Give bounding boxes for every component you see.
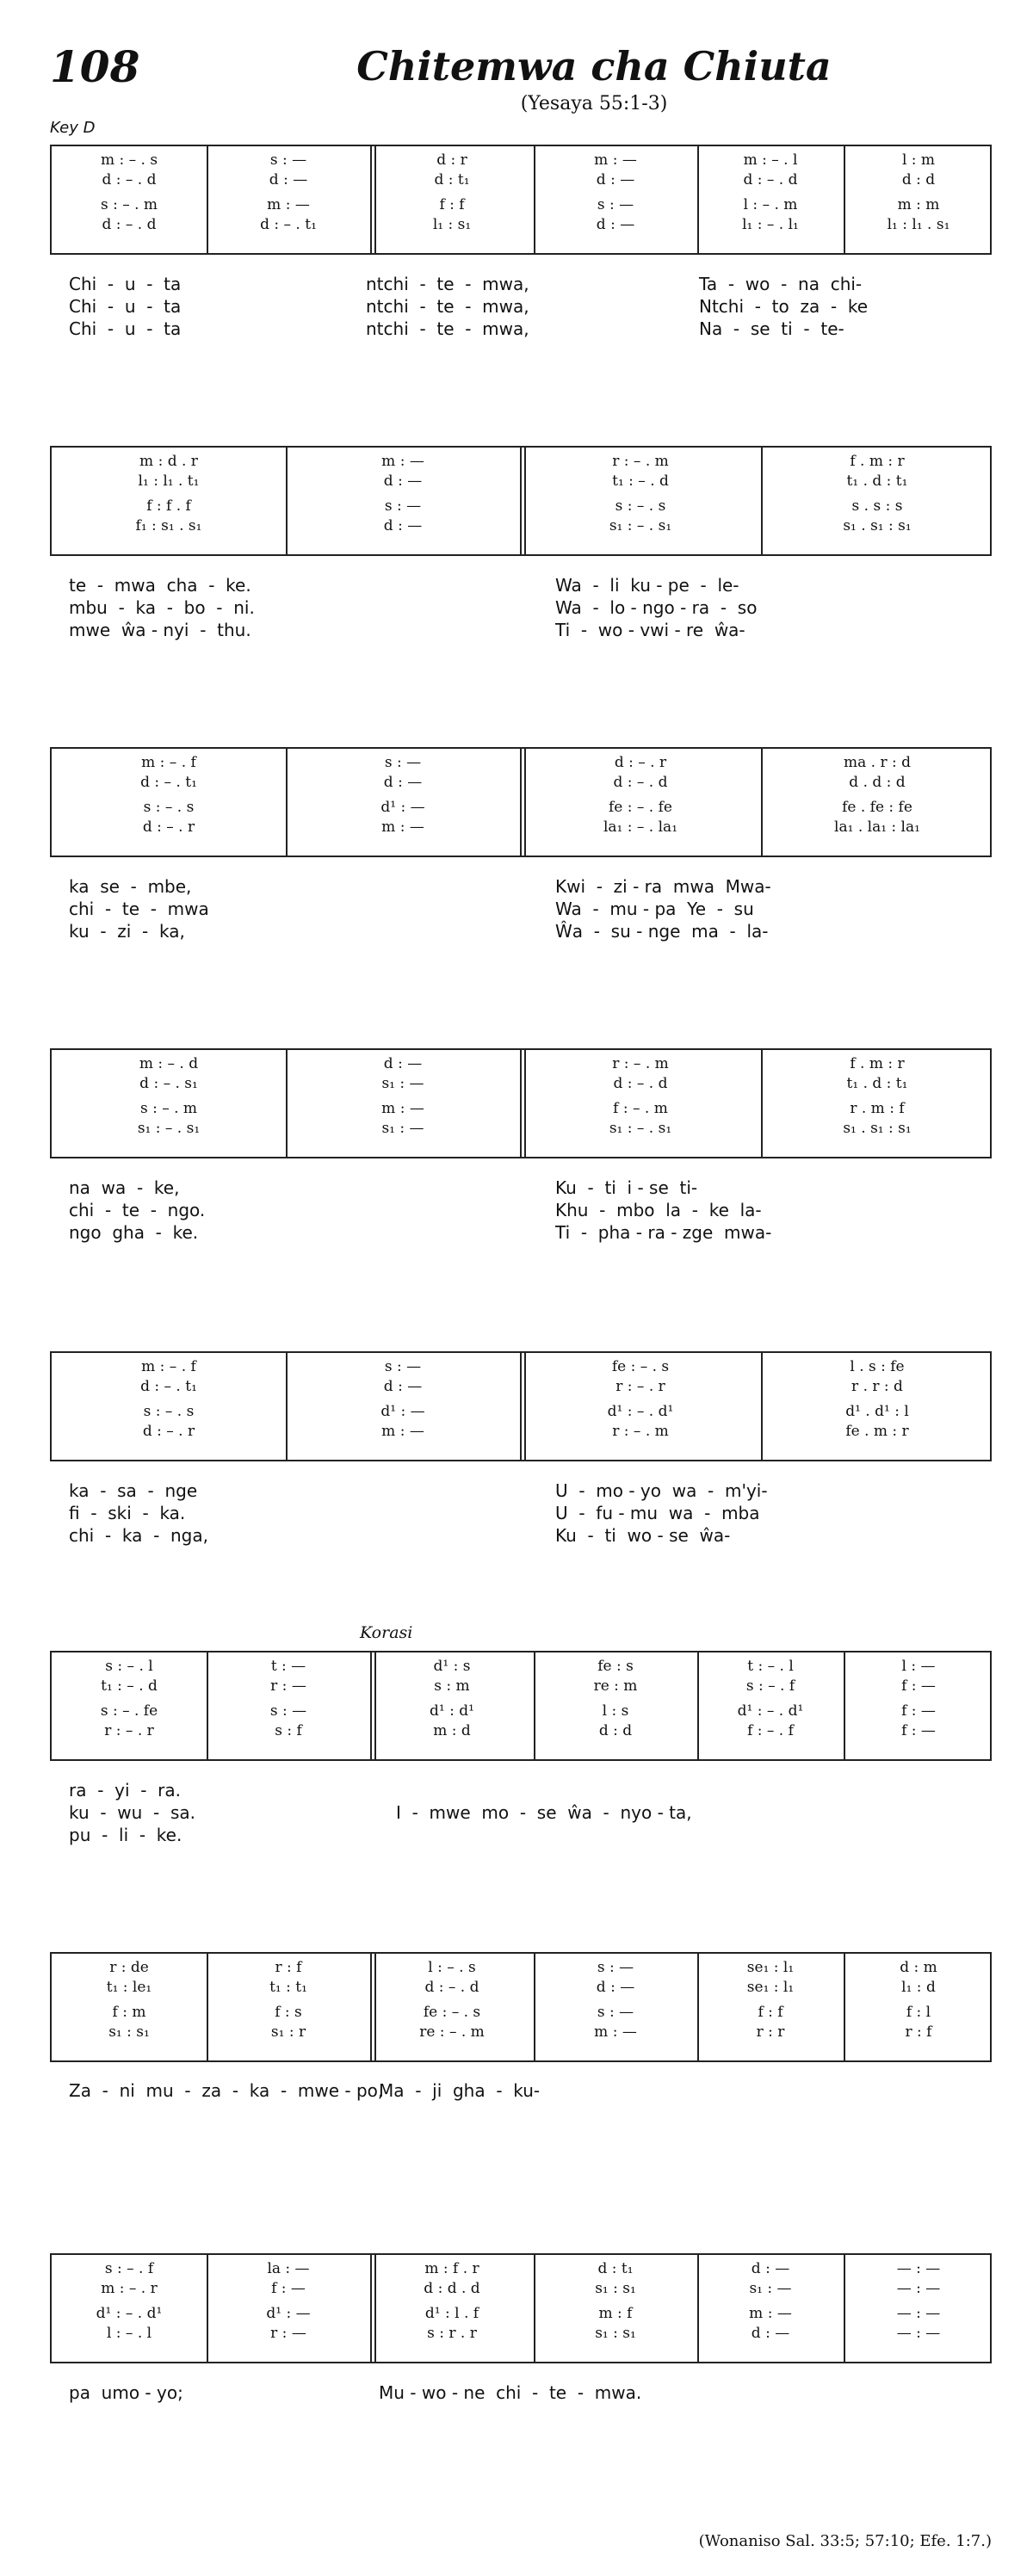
lyric-verse-2: chi - te - mwa — [69, 899, 209, 919]
solfa-bass: r : f — [905, 2023, 932, 2041]
lyric-verse-3: ngo gha - ke. — [69, 1222, 199, 1243]
solfa-soprano: d : – . r — [614, 754, 667, 771]
solfa-tenor: s : – . s — [143, 799, 195, 816]
solfa-soprano: m : – . d — [139, 1055, 199, 1072]
lyric-verse-3: chi - ka - nga, — [69, 1525, 208, 1546]
solfa-alto: se₁ : l₁ — [746, 1979, 795, 1996]
solfa-tenor: s : – . s — [615, 497, 666, 515]
solfa-bass: f : – . f — [747, 1722, 794, 1739]
lyric-verse-2: Wa - lo - ngo - ra - so — [555, 597, 758, 618]
solfa-bass: s₁ : s₁ — [108, 2023, 150, 2041]
lyric-verse-2: I - mwe mo - se ŵa - nyo - ta, — [396, 1802, 692, 1823]
barline — [207, 1954, 208, 2060]
solfa-soprano: d : m — [900, 1959, 937, 1976]
solfa-tenor: d¹ : – . d¹ — [607, 1403, 674, 1420]
solfa-tenor: f : s — [275, 2004, 302, 2021]
footer-reference: (Wonaniso Sal. 33:5; 57:10; Efe. 1:7.) — [698, 2532, 992, 2550]
notation-system — [50, 1048, 992, 1158]
lyric-verse-3: mwe ŵa - nyi - thu. — [69, 620, 251, 640]
barline — [534, 146, 535, 253]
solfa-soprano: d : t₁ — [597, 2260, 634, 2277]
solfa-bass: d : — — [383, 517, 423, 534]
solfa-soprano: s : – . f — [104, 2260, 154, 2277]
lyric-verse-1: Kwi - zi - ra mwa Mwa- — [555, 876, 771, 897]
solfa-alto: re : m — [593, 1677, 638, 1695]
lyric-verse-1: Wa - li ku - pe - le- — [555, 575, 739, 596]
barline — [534, 2255, 535, 2362]
lyric-verse-3: Ŵa - su - nge ma - la- — [555, 921, 769, 942]
solfa-soprano: m : — — [381, 453, 424, 470]
solfa-alto: d : — — [269, 171, 308, 188]
solfa-tenor: s : – . m — [100, 196, 158, 213]
solfa-alto: d : – . s₁ — [139, 1075, 198, 1092]
solfa-tenor: d¹ : – . d¹ — [96, 2305, 163, 2322]
solfa-alto: d : – . d — [424, 1979, 479, 1996]
solfa-alto: s : m — [434, 1677, 470, 1695]
solfa-alto: f : — — [901, 1677, 936, 1695]
lyric-verse-2: Wa - mu - pa Ye - su — [555, 899, 754, 919]
barline — [286, 1353, 288, 1460]
solfa-tenor: d¹ : l . f — [424, 2305, 479, 2322]
solfa-tenor: d¹ : — — [380, 1403, 425, 1420]
solfa-tenor: r . m : f — [850, 1100, 905, 1117]
solfa-soprano: r : f — [275, 1959, 302, 1976]
lyric-verse-1: pa umo - yo; — [69, 2382, 183, 2403]
solfa-soprano: m : – . s — [100, 151, 158, 169]
solfa-soprano: r : de — [109, 1959, 149, 1976]
barline — [844, 146, 845, 253]
solfa-alto: t₁ : t₁ — [269, 1979, 307, 1996]
solfa-bass: m : — — [381, 819, 424, 836]
solfa-bass: d : – . d — [102, 216, 157, 233]
solfa-bass: s₁ : – . s₁ — [609, 1120, 672, 1137]
solfa-alto: d : t₁ — [434, 171, 470, 188]
solfa-soprano: l : — — [901, 1658, 936, 1675]
solfa-bass: f : — — [901, 1722, 936, 1739]
solfa-soprano: se₁ : l₁ — [746, 1959, 795, 1976]
solfa-tenor: fe : – . fe — [609, 799, 672, 816]
lyric-verse-1: Ku - ti i - se ti- — [555, 1177, 698, 1198]
solfa-tenor: s : — — [597, 196, 634, 213]
solfa-alto: t₁ : le₁ — [106, 1979, 152, 1996]
solfa-soprano: s : — — [269, 151, 307, 169]
solfa-tenor: s . s : s — [851, 497, 903, 515]
solfa-alto: d . d : d — [849, 774, 906, 791]
lyric-verse-1: Ta - wo - na chi- — [699, 274, 863, 294]
solfa-bass: s₁ : s₁ — [595, 2325, 636, 2342]
hymn-title: Chitemwa cha Chiuta — [356, 43, 832, 90]
solfa-alto: s₁ : — — [749, 2280, 792, 2297]
solfa-alto: l₁ : d — [901, 1979, 936, 1996]
solfa-soprano: l : – . s — [428, 1959, 476, 1976]
solfa-soprano: t : — — [270, 1658, 306, 1675]
solfa-soprano: ma . r : d — [843, 754, 911, 771]
solfa-tenor: — : — — [896, 2305, 941, 2322]
solfa-soprano: la : — — [267, 2260, 310, 2277]
solfa-bass: r : – . m — [612, 1423, 669, 1440]
solfa-bass: d : – . r — [142, 1423, 195, 1440]
solfa-tenor: d¹ : — — [380, 799, 425, 816]
solfa-tenor: f : — — [901, 1702, 936, 1720]
solfa-soprano: f . m : r — [850, 1055, 905, 1072]
hymn-number: 108 — [50, 41, 140, 92]
solfa-alto: r : — — [270, 1677, 306, 1695]
solfa-bass: l : – . l — [106, 2325, 152, 2342]
notation-system — [50, 145, 992, 255]
lyric-verse-3: ntchi - te - mwa, — [366, 318, 529, 339]
solfa-bass: la₁ . la₁ : la₁ — [834, 819, 920, 836]
barline — [534, 1954, 535, 2060]
barline — [286, 448, 288, 554]
solfa-tenor: f : f . f — [146, 497, 191, 515]
solfa-bass: d : d — [598, 1722, 633, 1739]
solfa-alto: d : — — [596, 1979, 635, 1996]
solfa-tenor: s : – . m — [139, 1100, 198, 1117]
solfa-alto: t₁ : – . d — [612, 473, 669, 490]
lyric-verse-3: Na - se ti - te- — [699, 318, 844, 339]
solfa-soprano: fe : – . s — [611, 1358, 670, 1375]
barline — [286, 749, 288, 856]
notation-system — [50, 1651, 992, 1761]
barline — [207, 146, 208, 253]
solfa-alto: d : – . d — [743, 171, 798, 188]
solfa-tenor: m : — — [267, 196, 310, 213]
solfa-bass: r : r — [756, 2023, 785, 2041]
solfa-alto: d : d . d — [424, 2280, 480, 2297]
chorus-label: Korasi — [360, 1623, 413, 1642]
solfa-alto: s₁ : — — [381, 1075, 424, 1092]
solfa-bass: l₁ : – . l₁ — [742, 216, 799, 233]
solfa-tenor: d¹ . d¹ : l — [845, 1403, 909, 1420]
solfa-tenor: s : – . fe — [100, 1702, 158, 1720]
notation-system — [50, 1351, 992, 1461]
notation-system — [50, 747, 992, 857]
solfa-soprano: r : – . m — [612, 453, 669, 470]
barline — [286, 1050, 288, 1157]
notation-system — [50, 2253, 992, 2363]
solfa-bass: d : – . t₁ — [260, 216, 317, 233]
lyric-verse-2: mbu - ka - bo - ni. — [69, 597, 255, 618]
barline — [697, 2255, 699, 2362]
lyric-verse-3: pu - li - ke. — [69, 1825, 182, 1845]
barline — [697, 1652, 699, 1759]
solfa-bass: l₁ : l₁ . s₁ — [887, 216, 950, 233]
solfa-tenor: f : f — [439, 196, 465, 213]
solfa-alto: m : – . r — [101, 2280, 158, 2297]
solfa-bass: r : – . r — [104, 1722, 154, 1739]
lyric-verse-1: na wa - ke, — [69, 1177, 180, 1198]
barline — [761, 1353, 763, 1460]
solfa-tenor: m : f — [598, 2305, 633, 2322]
lyric-verse-3: Ku - ti wo - se ŵa- — [555, 1525, 731, 1546]
solfa-tenor: f : l — [906, 2004, 931, 2021]
lyric-verse-1: ka se - mbe, — [69, 876, 192, 897]
solfa-bass: m : d — [433, 1722, 471, 1739]
barline — [534, 1652, 535, 1759]
solfa-alto: d : – . t₁ — [140, 774, 197, 791]
lyric-verse-3: Chi - u - ta — [69, 318, 182, 339]
lyric-verse-2: U - fu - mu wa - mba — [555, 1503, 760, 1523]
barline — [844, 2255, 845, 2362]
lyric-verse-2: fi - ski - ka. — [69, 1503, 186, 1523]
lyric-verse-2: Chi - u - ta — [69, 296, 182, 317]
solfa-bass: s₁ . s₁ : s₁ — [843, 517, 912, 534]
solfa-alto: d : – . d — [613, 774, 668, 791]
solfa-soprano: r : – . m — [612, 1055, 669, 1072]
barline — [207, 1652, 208, 1759]
solfa-alto: t₁ . d : t₁ — [846, 1075, 908, 1092]
solfa-alto: d : d — [901, 171, 936, 188]
section-barline — [520, 1050, 522, 1157]
solfa-tenor: fe . fe : fe — [842, 799, 912, 816]
lyric-verse-2: Khu - mbo la - ke la- — [555, 1200, 762, 1220]
section-barline — [370, 1954, 372, 2060]
lyric-verse-1: Mu - wo - ne chi - te - mwa. — [379, 2382, 642, 2403]
solfa-tenor: f : f — [758, 2004, 783, 2021]
barline — [697, 146, 699, 253]
solfa-alto: d : — — [383, 473, 423, 490]
solfa-soprano: f . m : r — [850, 453, 905, 470]
solfa-soprano: m : f . r — [424, 2260, 479, 2277]
section-barline — [370, 2255, 372, 2362]
solfa-tenor: f : m — [112, 2004, 146, 2021]
solfa-tenor: m : m — [897, 196, 940, 213]
solfa-soprano: t : – . l — [747, 1658, 794, 1675]
lyric-verse-3: Ti - pha - ra - zge mwa- — [555, 1222, 772, 1243]
section-barline — [370, 146, 372, 253]
barline — [207, 2255, 208, 2362]
barline — [761, 749, 763, 856]
solfa-alto: d : — — [383, 1378, 423, 1395]
barline — [697, 1954, 699, 2060]
solfa-bass: f₁ : s₁ . s₁ — [135, 517, 202, 534]
solfa-alto: r . r : d — [851, 1378, 903, 1395]
solfa-tenor: l : s — [602, 1702, 629, 1720]
solfa-bass: d : — — [751, 2325, 790, 2342]
solfa-tenor: d¹ : d¹ — [430, 1702, 474, 1720]
lyric-verse-1: ra - yi - ra. — [69, 1780, 181, 1801]
solfa-bass: s₁ : – . s₁ — [609, 517, 672, 534]
solfa-bass: la₁ : – . la₁ — [603, 819, 678, 836]
solfa-bass: s₁ . s₁ : s₁ — [843, 1120, 912, 1137]
barline — [844, 1954, 845, 2060]
notation-system — [50, 446, 992, 556]
lyric-verse-1: ka - sa - nge — [69, 1480, 198, 1501]
solfa-soprano: — : — — [896, 2260, 941, 2277]
solfa-alto: s₁ : s₁ — [595, 2280, 636, 2297]
lyric-verse-2: chi - te - ngo. — [69, 1200, 206, 1220]
solfa-soprano: d : r — [436, 151, 467, 169]
solfa-tenor: d¹ : – . d¹ — [737, 1702, 804, 1720]
solfa-alto: f : — — [271, 2280, 306, 2297]
solfa-alto: t₁ : – . d — [101, 1677, 158, 1695]
solfa-alto: s : – . f — [745, 1677, 795, 1695]
section-barline — [520, 749, 522, 856]
solfa-soprano: m : — — [594, 151, 637, 169]
solfa-alto: r : – . r — [615, 1378, 665, 1395]
lyric-verse-2: Ntchi - to za - ke — [699, 296, 869, 317]
lyric-verse-2: ntchi - te - mwa, — [366, 296, 529, 317]
lyric-verse-1: Ma - ji gha - ku- — [379, 2080, 541, 2101]
solfa-bass: s₁ : – . s₁ — [137, 1120, 201, 1137]
solfa-tenor: s : – . s — [143, 1403, 195, 1420]
solfa-alto: d : — — [383, 774, 423, 791]
double-barline — [370, 1652, 372, 1759]
scripture-reference: (Yesaya 55:1-3) — [520, 93, 668, 114]
solfa-tenor: d¹ : — — [266, 2305, 311, 2322]
barline — [761, 1050, 763, 1157]
solfa-tenor: m : — — [749, 2305, 792, 2322]
solfa-alto: d : – . d — [613, 1075, 668, 1092]
solfa-tenor: s : — — [384, 497, 422, 515]
solfa-bass: re : – . m — [419, 2023, 485, 2041]
solfa-alto: d : – . t₁ — [140, 1378, 197, 1395]
solfa-alto: l₁ : l₁ . t₁ — [138, 473, 200, 490]
solfa-bass: s : f — [275, 1722, 302, 1739]
solfa-soprano: s : – . l — [105, 1658, 153, 1675]
solfa-soprano: d¹ : s — [433, 1658, 471, 1675]
solfa-bass: d : — — [596, 216, 635, 233]
solfa-tenor: fe : – . s — [423, 2004, 481, 2021]
solfa-bass: s : r . r — [427, 2325, 477, 2342]
solfa-soprano: m : – . f — [141, 1358, 196, 1375]
solfa-bass: l₁ : s₁ — [432, 216, 472, 233]
solfa-alto: t₁ . d : t₁ — [846, 473, 908, 490]
lyric-verse-3: ku - zi - ka, — [69, 921, 185, 942]
solfa-bass: d : – . r — [142, 819, 195, 836]
solfa-soprano: l . s : fe — [850, 1358, 905, 1375]
solfa-soprano: d : — — [383, 1055, 423, 1072]
section-barline — [520, 1353, 522, 1460]
solfa-soprano: l : m — [901, 151, 936, 169]
notation-system — [50, 1952, 992, 2062]
solfa-soprano: s : — — [384, 1358, 422, 1375]
lyric-verse-3: Ti - wo - vwi - re ŵa- — [555, 620, 745, 640]
barline — [761, 448, 763, 554]
solfa-soprano: m : – . l — [743, 151, 798, 169]
solfa-bass: s₁ : r — [270, 2023, 306, 2041]
solfa-bass: m : — — [594, 2023, 637, 2041]
barline — [844, 1652, 845, 1759]
key-signature: Key D — [50, 119, 96, 137]
solfa-alto: — : — — [896, 2280, 941, 2297]
solfa-alto: d : — — [596, 171, 635, 188]
solfa-tenor: f : – . m — [613, 1100, 668, 1117]
solfa-soprano: m : – . f — [141, 754, 196, 771]
solfa-soprano: s : — — [384, 754, 422, 771]
solfa-soprano: fe : s — [597, 1658, 634, 1675]
solfa-tenor: s : — — [269, 1702, 307, 1720]
lyric-verse-1: Za - ni mu - za - ka - mwe - po, — [69, 2080, 384, 2101]
lyric-verse-1: ntchi - te - mwa, — [366, 274, 529, 294]
solfa-bass: fe . m : r — [845, 1423, 909, 1440]
section-barline — [520, 448, 522, 554]
solfa-soprano: s : — — [597, 1959, 634, 1976]
solfa-alto: d : – . d — [102, 171, 157, 188]
lyric-verse-1: te - mwa cha - ke. — [69, 575, 251, 596]
lyric-verse-1: Chi - u - ta — [69, 274, 182, 294]
solfa-bass: r : — — [270, 2325, 306, 2342]
solfa-tenor: s : — — [597, 2004, 634, 2021]
solfa-tenor: m : — — [381, 1100, 424, 1117]
solfa-soprano: m : d . r — [139, 453, 198, 470]
solfa-bass: s₁ : — — [381, 1120, 424, 1137]
lyric-verse-1: U - mo - yo wa - m'yi- — [555, 1480, 768, 1501]
solfa-soprano: d : — — [751, 2260, 790, 2277]
solfa-bass: — : — — [896, 2325, 941, 2342]
solfa-tenor: l : – . m — [743, 196, 798, 213]
lyric-verse-2: ku - wu - sa. — [69, 1802, 196, 1823]
solfa-bass: m : — — [381, 1423, 424, 1440]
